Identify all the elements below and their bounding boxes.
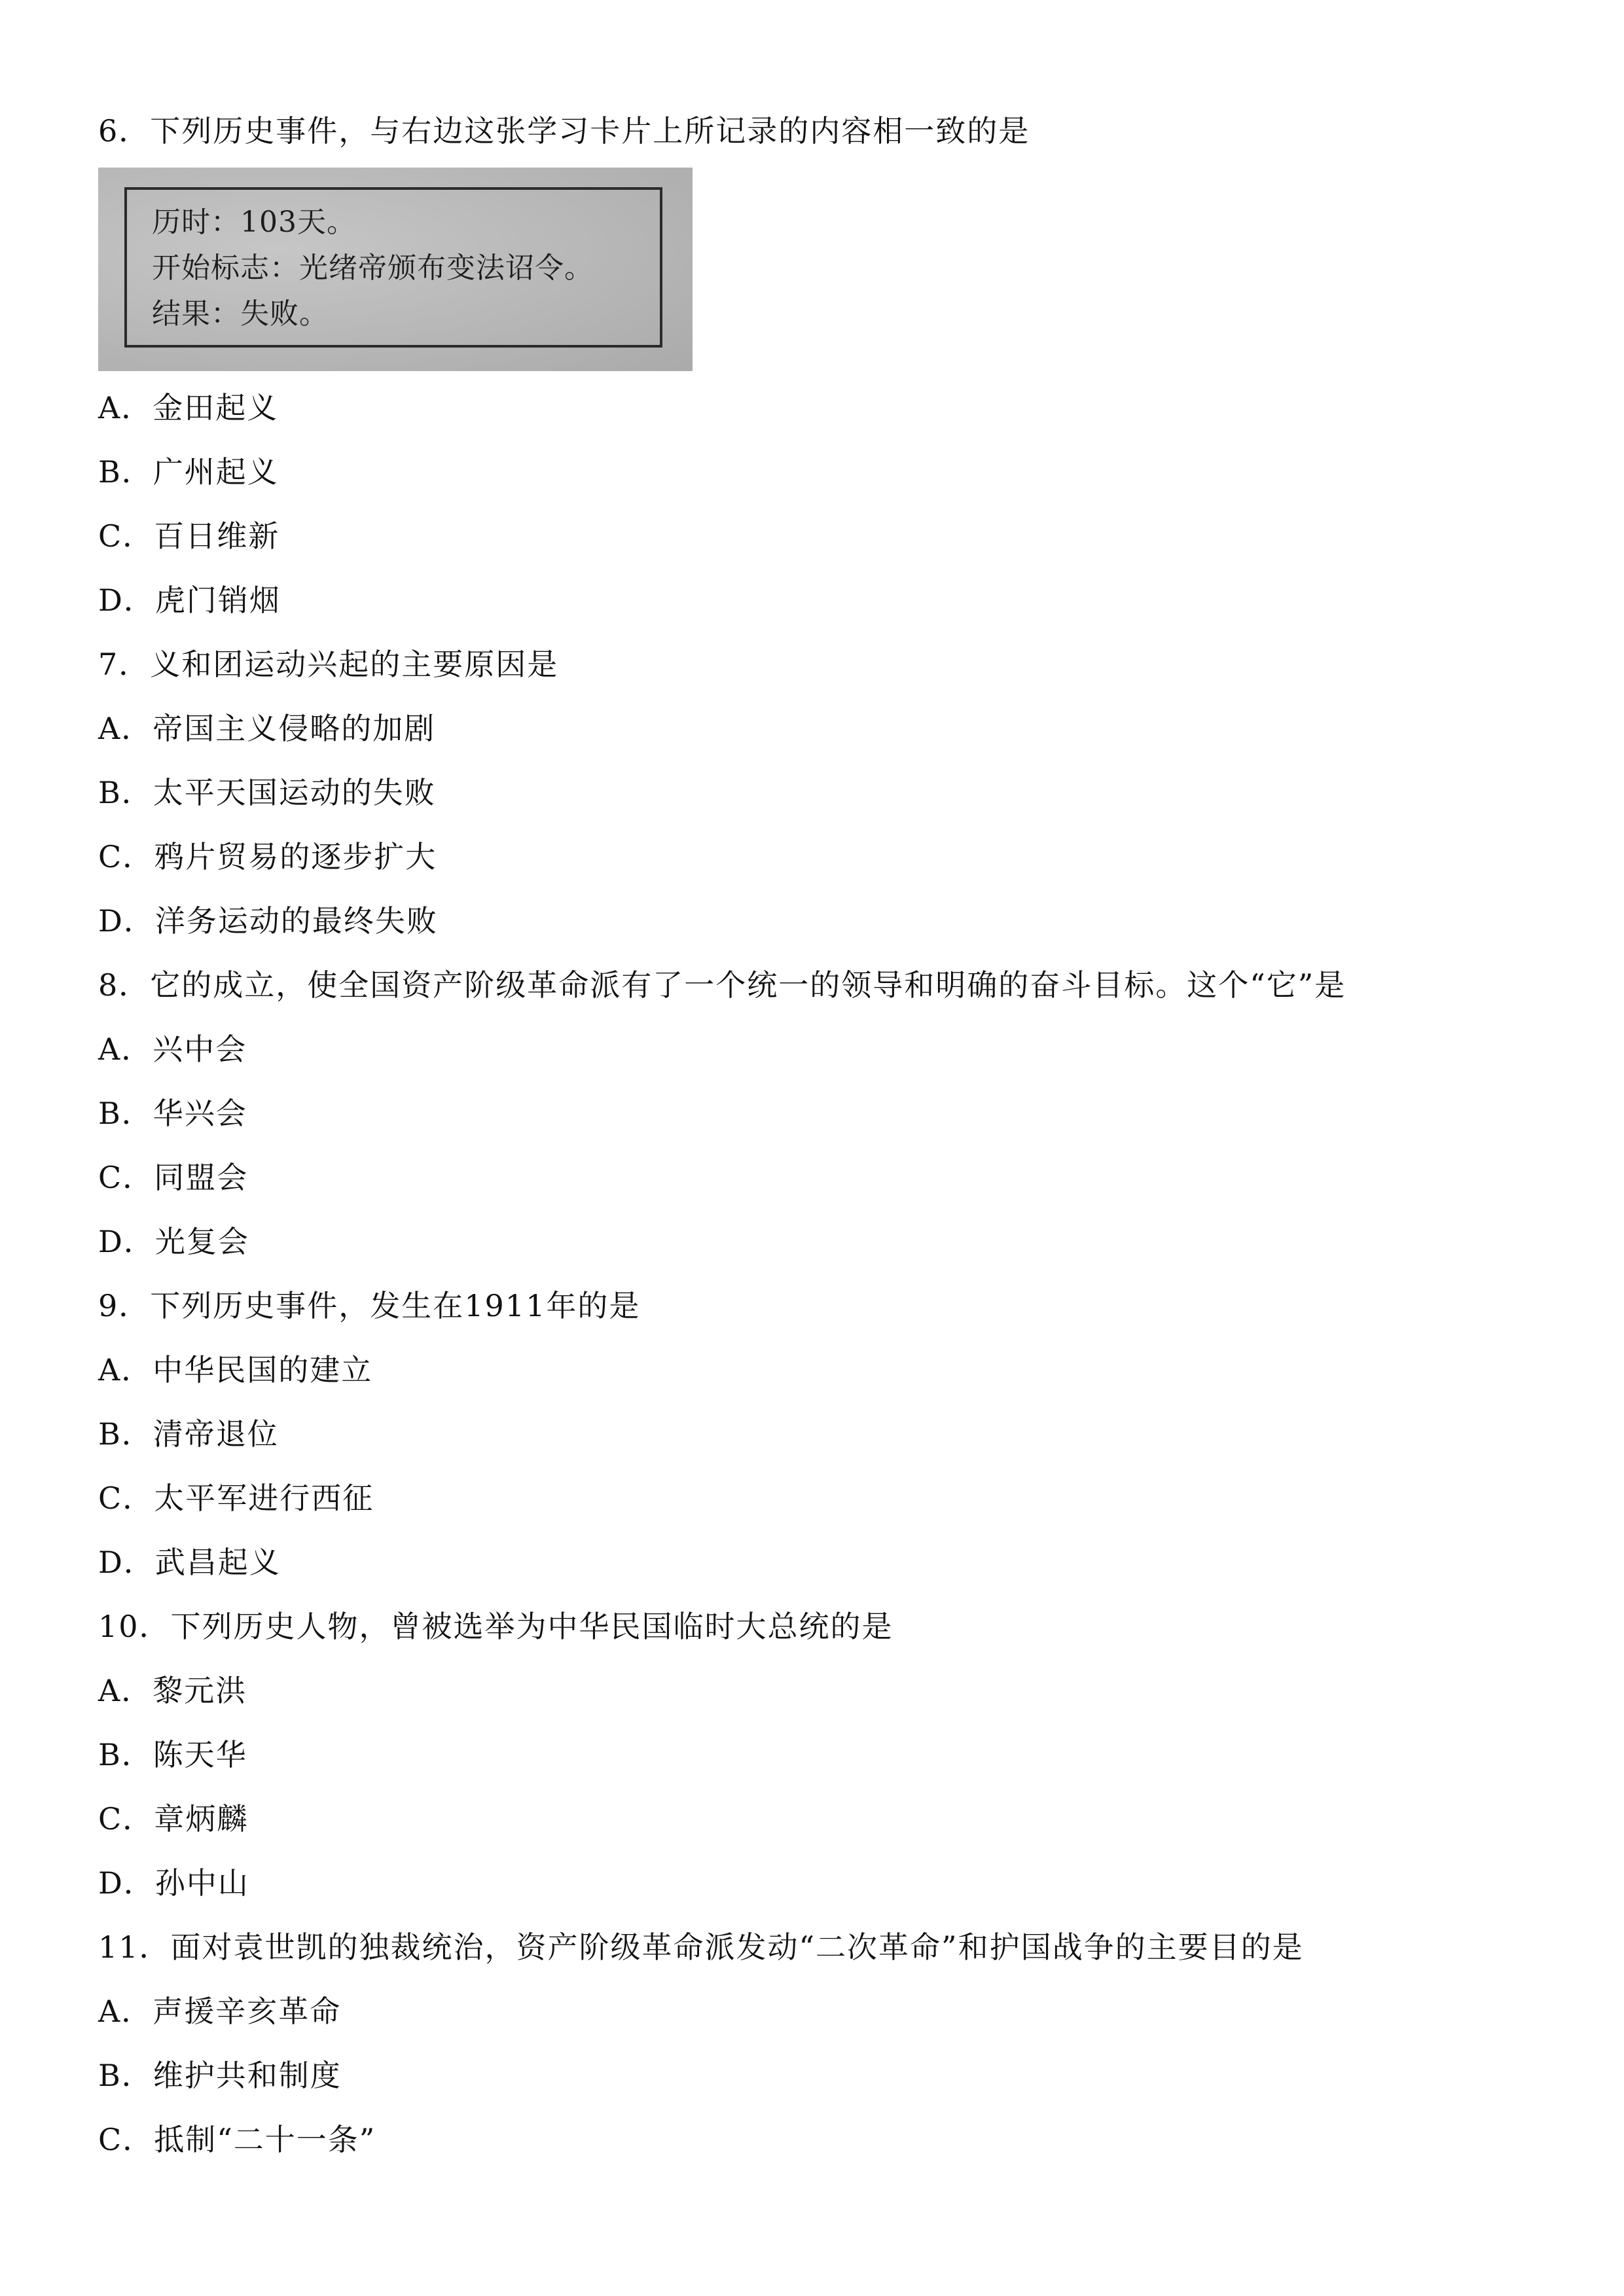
question-9-option-d: D．武昌起义: [98, 1545, 281, 1580]
question-7-option-a: A．帝国主义侵略的加剧: [98, 711, 436, 746]
study-card-frame: [124, 187, 662, 348]
question-8-option-a: A．兴中会: [98, 1031, 247, 1067]
question-6-option-c: C．百日维新: [98, 518, 280, 554]
question-10-option-b: B．陈天华: [98, 1737, 247, 1772]
study-card-result: 结果：失败。: [152, 297, 329, 331]
question-9-stem: 9．下列历史事件，发生在1911年的是: [98, 1288, 641, 1323]
question-8-stem: 8．它的成立，使全国资产阶级革命派有了一个统一的领导和明确的奋斗目标。这个“它”是: [98, 967, 1346, 1003]
question-9-option-c: C．太平军进行西征: [98, 1480, 374, 1516]
question-8-option-c: C．同盟会: [98, 1160, 249, 1195]
question-10-stem: 10．下列历史人物，曾被选举为中华民国临时大总统的是: [98, 1609, 893, 1644]
question-7-option-c: C．鸦片贸易的逐步扩大: [98, 839, 437, 874]
question-6-option-b: B．广州起义: [98, 454, 279, 490]
question-10-option-c: C．章炳麟: [98, 1801, 249, 1837]
question-9-option-b: B．清帝退位: [98, 1416, 279, 1452]
question-11-stem: 11．面对袁世凯的独裁统治，资产阶级革命派发动“二次革命”和护国战争的主要目的是: [98, 1929, 1304, 1965]
question-9-option-a: A．中华民国的建立: [98, 1352, 373, 1388]
question-10-option-d: D．孙中山: [98, 1865, 249, 1901]
study-card-duration: 历时：103天。: [152, 206, 356, 239]
question-6-option-d: D．虎门销烟: [98, 583, 281, 618]
question-6-stem: 6．下列历史事件，与右边这张学习卡片上所记录的内容相一致的是: [98, 113, 1030, 149]
question-7-option-b: B．太平天国运动的失败: [98, 775, 436, 810]
question-8-option-b: B．华兴会: [98, 1096, 247, 1131]
question-7-stem: 7．义和团运动兴起的主要原因是: [98, 647, 559, 682]
question-7-option-d: D．洋务运动的最终失败: [98, 903, 438, 939]
question-10-option-a: A．黎元洪: [98, 1673, 247, 1708]
question-8-option-d: D．光复会: [98, 1224, 249, 1259]
question-11-option-b: B．维护共和制度: [98, 2058, 342, 2093]
question-6-option-a: A．金田起义: [98, 390, 279, 425]
study-card-start-sign: 开始标志：光绪帝颁布变法诏令。: [152, 251, 594, 285]
study-card-photo: [98, 168, 693, 371]
question-11-option-a: A．声援辛亥革命: [98, 1994, 342, 2029]
question-11-option-c: C．抵制“二十一条”: [98, 2122, 376, 2157]
